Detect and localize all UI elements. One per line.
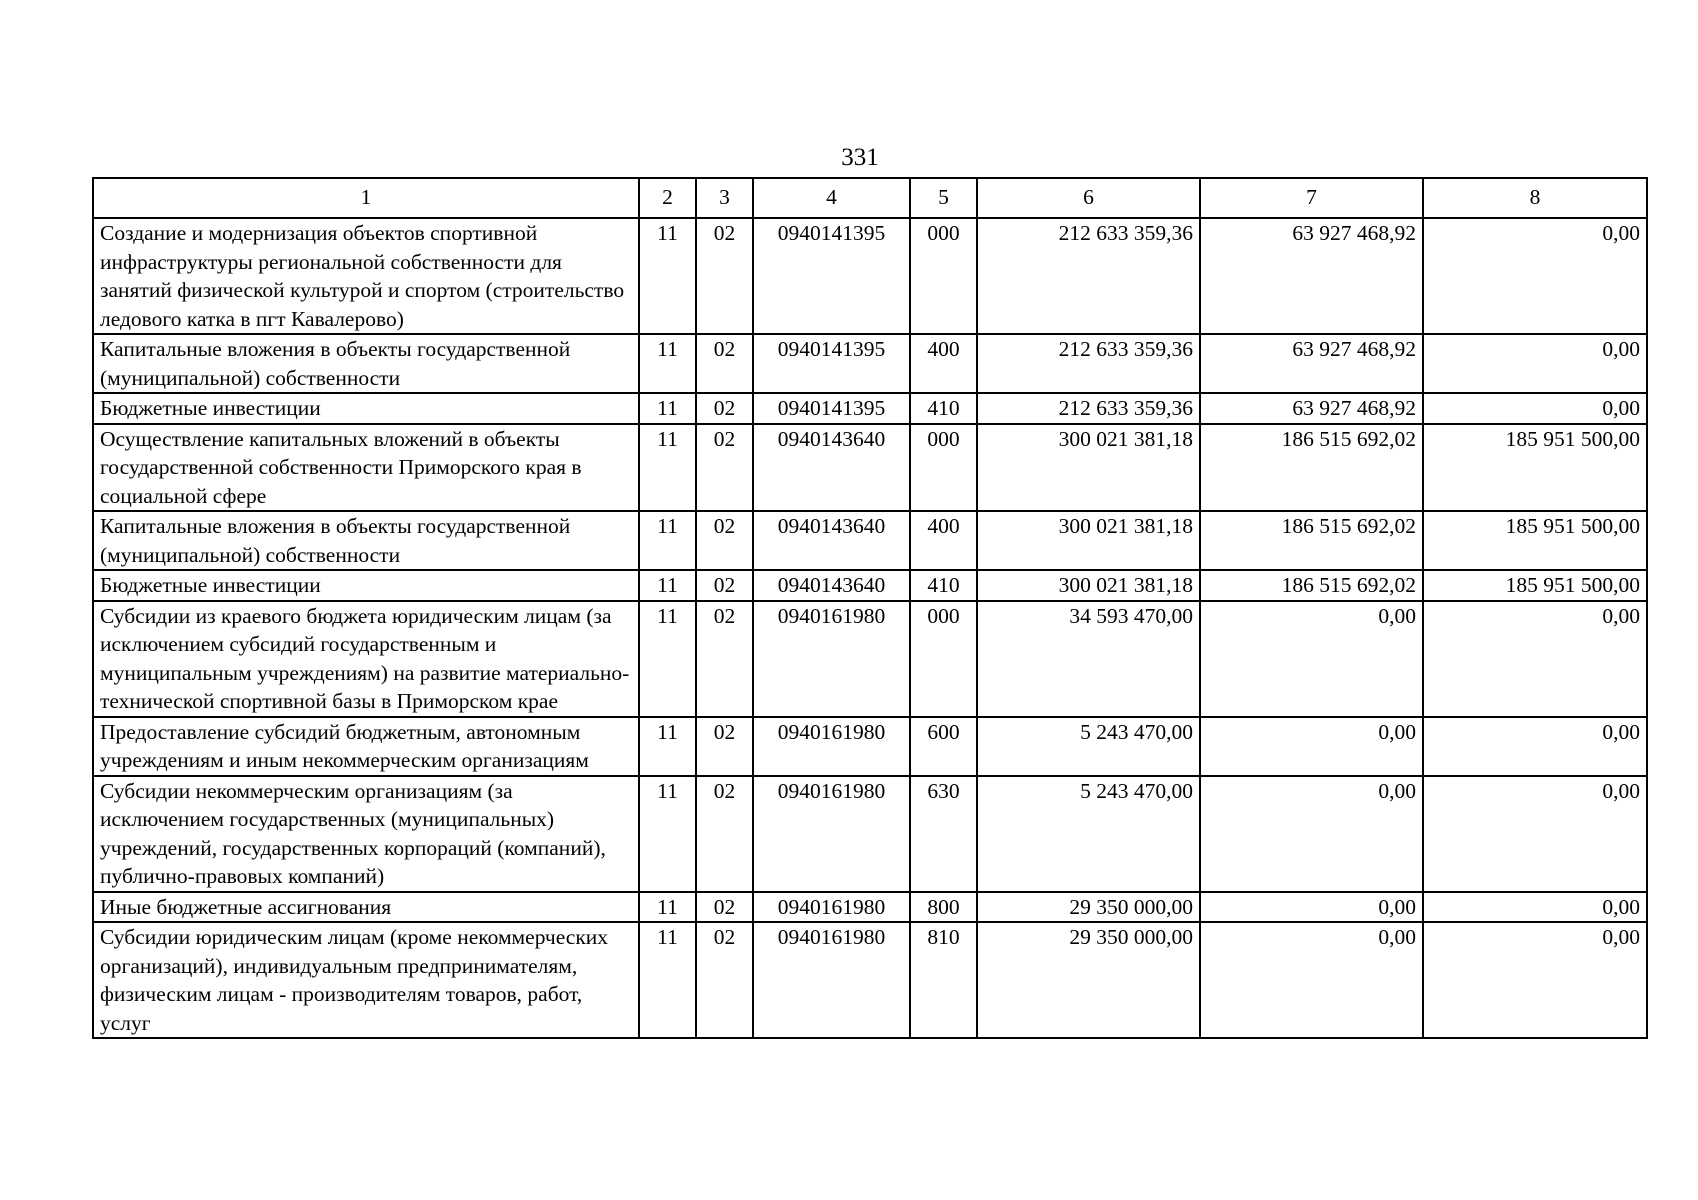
row-description: Осуществление капитальных вложений в объекты государственной собственности Приморского края в социальной сфере xyxy=(93,424,639,512)
target-article-code: 0940161980 xyxy=(753,776,910,892)
amount-col-8: 0,00 xyxy=(1423,334,1647,393)
amount-col-7: 186 515 692,02 xyxy=(1200,511,1423,570)
column-header-1: 1 xyxy=(93,178,639,218)
section-code: 11 xyxy=(639,922,696,1038)
amount-col-6: 300 021 381,18 xyxy=(977,570,1200,601)
amount-col-6: 212 633 359,36 xyxy=(977,218,1200,334)
column-header-5: 5 xyxy=(910,178,977,218)
row-description: Субсидии из краевого бюджета юридическим лицам (за исключением субсидий государственным и муниципальным учреждениям) на развитие материально-технической спортивной базы в Приморском крае xyxy=(93,601,639,717)
table-row xyxy=(93,717,1647,776)
amount-col-6: 5 243 470,00 xyxy=(977,717,1200,776)
row-description: Иные бюджетные ассигнования xyxy=(93,892,639,923)
amount-col-6: 300 021 381,18 xyxy=(977,511,1200,570)
target-article-code: 0940143640 xyxy=(753,511,910,570)
amount-col-6: 29 350 000,00 xyxy=(977,922,1200,1038)
amount-col-6: 300 021 381,18 xyxy=(977,424,1200,512)
table-row xyxy=(93,922,1647,1038)
table-row xyxy=(93,218,1647,334)
table-row xyxy=(93,393,1647,424)
column-header-2: 2 xyxy=(639,178,696,218)
subsection-code: 02 xyxy=(696,892,753,923)
column-header-3: 3 xyxy=(696,178,753,218)
table-row xyxy=(93,424,1647,512)
subsection-code: 02 xyxy=(696,776,753,892)
table-row xyxy=(93,334,1647,393)
section-code: 11 xyxy=(639,717,696,776)
row-description: Капитальные вложения в объекты государственной (муниципальной) собственности xyxy=(93,511,639,570)
subsection-code: 02 xyxy=(696,922,753,1038)
subsection-code: 02 xyxy=(696,570,753,601)
amount-col-7: 0,00 xyxy=(1200,892,1423,923)
page-number: 331 xyxy=(841,144,879,171)
amount-col-7: 186 515 692,02 xyxy=(1200,570,1423,601)
target-article-code: 0940161980 xyxy=(753,892,910,923)
column-header-8: 8 xyxy=(1423,178,1647,218)
row-description: Предоставление субсидий бюджетным, автономным учреждениям и иным некоммерческим организациям xyxy=(93,717,639,776)
row-description: Капитальные вложения в объекты государственной (муниципальной) собственности xyxy=(93,334,639,393)
amount-col-7: 186 515 692,02 xyxy=(1200,424,1423,512)
amount-col-7: 63 927 468,92 xyxy=(1200,218,1423,334)
subsection-code: 02 xyxy=(696,511,753,570)
section-code: 11 xyxy=(639,511,696,570)
section-code: 11 xyxy=(639,892,696,923)
table-row xyxy=(93,601,1647,717)
subsection-code: 02 xyxy=(696,393,753,424)
section-code: 11 xyxy=(639,393,696,424)
amount-col-8: 0,00 xyxy=(1423,218,1647,334)
target-article-code: 0940143640 xyxy=(753,570,910,601)
column-header-4: 4 xyxy=(753,178,910,218)
amount-col-6: 5 243 470,00 xyxy=(977,776,1200,892)
amount-col-8: 0,00 xyxy=(1423,922,1647,1038)
expense-type-code: 400 xyxy=(910,334,977,393)
expense-type-code: 400 xyxy=(910,511,977,570)
amount-col-8: 185 951 500,00 xyxy=(1423,424,1647,512)
amount-col-8: 0,00 xyxy=(1423,717,1647,776)
row-description: Бюджетные инвестиции xyxy=(93,393,639,424)
amount-col-7: 0,00 xyxy=(1200,601,1423,717)
row-description: Бюджетные инвестиции xyxy=(93,570,639,601)
header-row xyxy=(93,178,1647,218)
table-row xyxy=(93,892,1647,923)
target-article-code: 0940141395 xyxy=(753,334,910,393)
amount-col-8: 185 951 500,00 xyxy=(1423,570,1647,601)
target-article-code: 0940141395 xyxy=(753,393,910,424)
section-code: 11 xyxy=(639,570,696,601)
amount-col-6: 212 633 359,36 xyxy=(977,393,1200,424)
subsection-code: 02 xyxy=(696,218,753,334)
expense-type-code: 600 xyxy=(910,717,977,776)
amount-col-6: 212 633 359,36 xyxy=(977,334,1200,393)
target-article-code: 0940161980 xyxy=(753,717,910,776)
subsection-code: 02 xyxy=(696,424,753,512)
column-header-7: 7 xyxy=(1200,178,1423,218)
row-description: Субсидии некоммерческим организациям (за исключением государственных (муниципальных) учреждений, государственных корпораций (компаний), публично-правовых компаний) xyxy=(93,776,639,892)
amount-col-8: 0,00 xyxy=(1423,393,1647,424)
subsection-code: 02 xyxy=(696,601,753,717)
row-description: Создание и модернизация объектов спортивной инфраструктуры региональной собственности для занятий физической культурой и спортом (строительство ледового катка в пгт Кавалерово) xyxy=(93,218,639,334)
amount-col-6: 34 593 470,00 xyxy=(977,601,1200,717)
section-code: 11 xyxy=(639,601,696,717)
expense-type-code: 410 xyxy=(910,570,977,601)
table-row xyxy=(93,570,1647,601)
subsection-code: 02 xyxy=(696,717,753,776)
target-article-code: 0940141395 xyxy=(753,218,910,334)
target-article-code: 0940143640 xyxy=(753,424,910,512)
amount-col-8: 185 951 500,00 xyxy=(1423,511,1647,570)
expense-type-code: 810 xyxy=(910,922,977,1038)
column-header-6: 6 xyxy=(977,178,1200,218)
target-article-code: 0940161980 xyxy=(753,601,910,717)
amount-col-7: 0,00 xyxy=(1200,717,1423,776)
amount-col-7: 0,00 xyxy=(1200,776,1423,892)
section-code: 11 xyxy=(639,218,696,334)
amount-col-8: 0,00 xyxy=(1423,776,1647,892)
expense-type-code: 000 xyxy=(910,601,977,717)
target-article-code: 0940161980 xyxy=(753,922,910,1038)
amount-col-8: 0,00 xyxy=(1423,601,1647,717)
budget-table xyxy=(92,177,1648,1039)
expense-type-code: 000 xyxy=(910,424,977,512)
amount-col-7: 63 927 468,92 xyxy=(1200,334,1423,393)
row-description: Субсидии юридическим лицам (кроме некоммерческих организаций), индивидуальным предпринимателям, физическим лицам - производителям товаров, работ, услуг xyxy=(93,922,639,1038)
table-row xyxy=(93,511,1647,570)
amount-col-7: 0,00 xyxy=(1200,922,1423,1038)
amount-col-6: 29 350 000,00 xyxy=(977,892,1200,923)
expense-type-code: 630 xyxy=(910,776,977,892)
expense-type-code: 410 xyxy=(910,393,977,424)
section-code: 11 xyxy=(639,334,696,393)
section-code: 11 xyxy=(639,776,696,892)
expense-type-code: 000 xyxy=(910,218,977,334)
amount-col-8: 0,00 xyxy=(1423,892,1647,923)
subsection-code: 02 xyxy=(696,334,753,393)
table-row xyxy=(93,776,1647,892)
expense-type-code: 800 xyxy=(910,892,977,923)
section-code: 11 xyxy=(639,424,696,512)
amount-col-7: 63 927 468,92 xyxy=(1200,393,1423,424)
